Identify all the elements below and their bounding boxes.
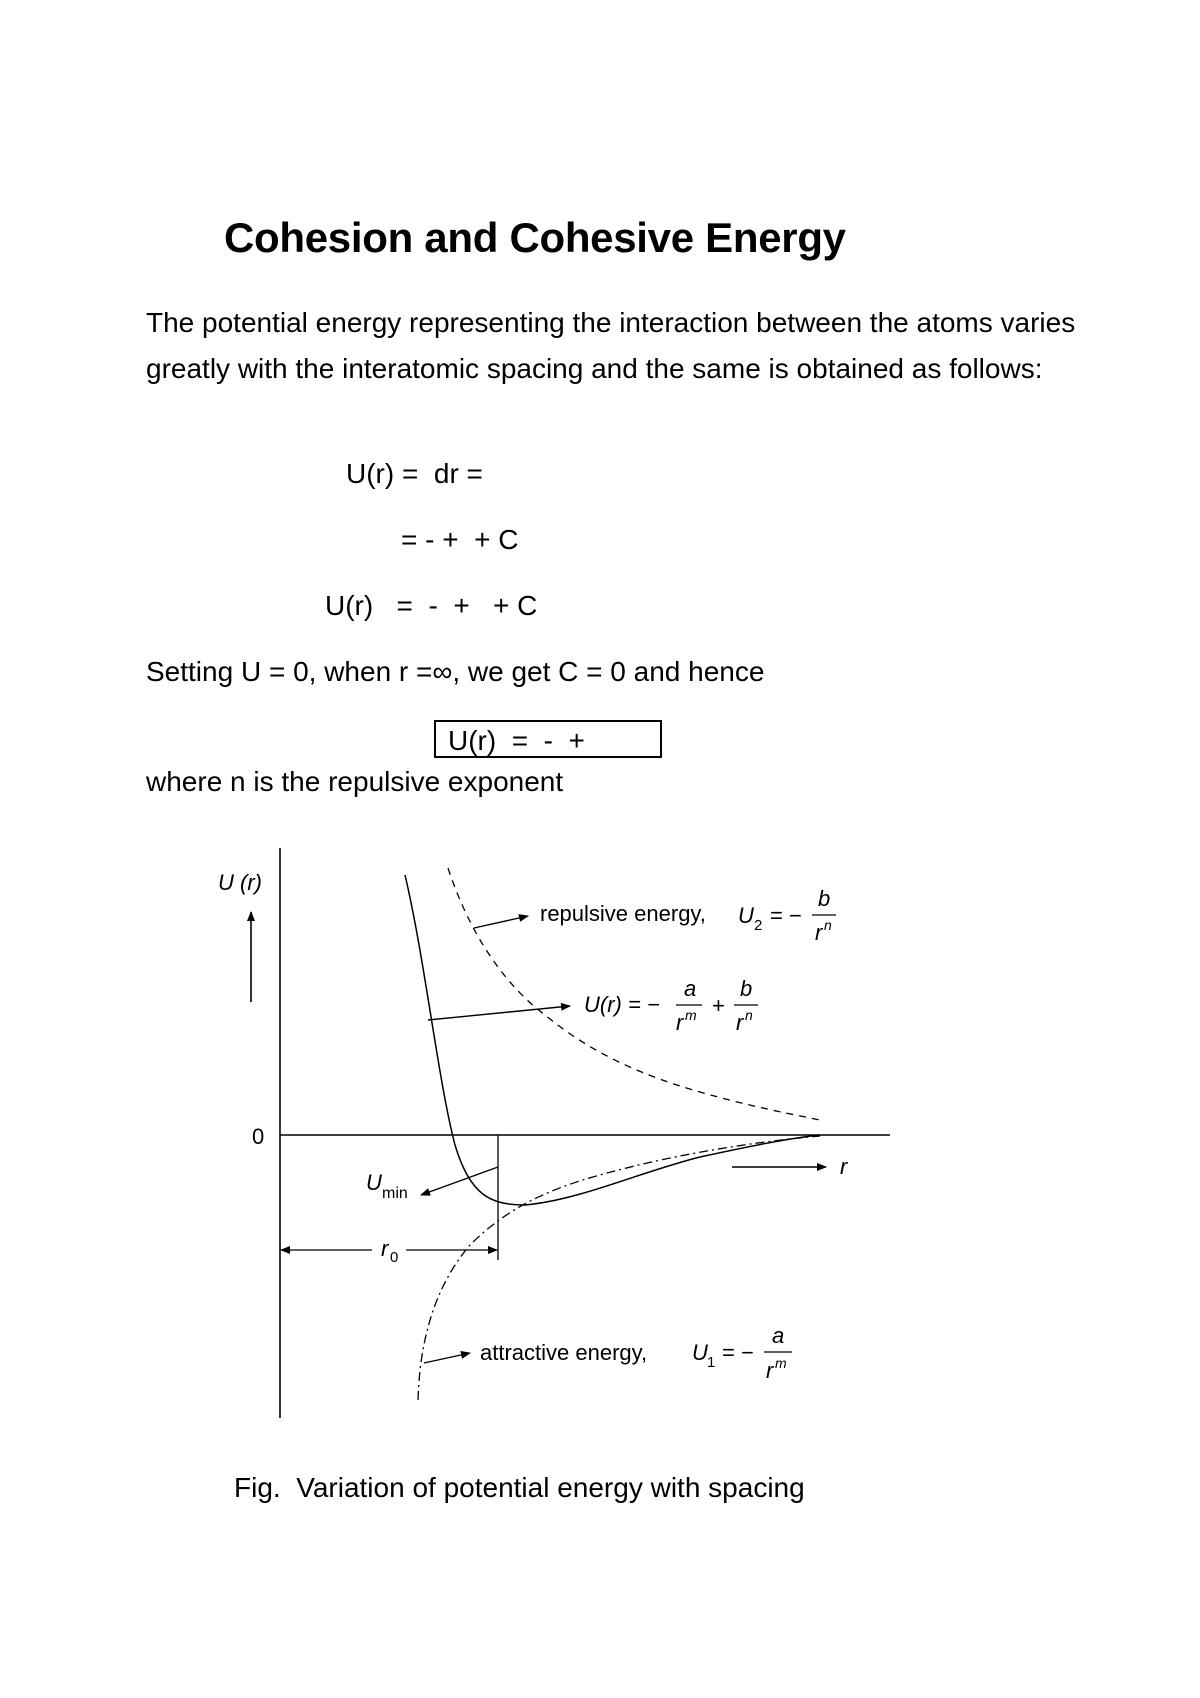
umin-leader-arrow: [421, 1167, 498, 1195]
boxed-equation: U(r) = - +: [434, 720, 662, 758]
y-axis-label: U (r): [218, 870, 262, 895]
attractive-leader-arrow: [424, 1353, 470, 1363]
repulsive-denominator: r: [815, 920, 823, 945]
attractive-denominator: r: [766, 1358, 774, 1383]
repulsive-eq-sub: 2: [754, 917, 763, 934]
setting-sentence: Setting U = 0, when r =∞, we get C = 0 and hence: [146, 656, 765, 687]
total-denominator-1-exp: m: [685, 1007, 697, 1023]
umin-subscript: min: [382, 1185, 408, 1202]
attractive-eq-sub: 1: [707, 1354, 716, 1371]
repulsive-denominator-exp: n: [824, 917, 832, 933]
equation-line-3: U(r) = - + + C: [325, 590, 538, 621]
intro-paragraph: The potential energy representing the interaction between the atoms varies greatly with the interatomic spacing and the same is obtained as follows:: [146, 307, 1076, 384]
total-numerator-b: b: [740, 976, 753, 1001]
page-title: Cohesion and Cohesive Energy: [224, 214, 846, 261]
figure-caption: Fig. Variation of potential energy with spacing: [234, 1472, 805, 1503]
attractive-numerator: a: [772, 1323, 785, 1348]
total-numerator-a: a: [684, 976, 697, 1001]
total-denominator-1: r: [676, 1010, 684, 1035]
equation-line-1: U(r) = dr =: [346, 458, 483, 489]
r0-label: r: [381, 1236, 389, 1261]
potential-energy-figure: [0, 840, 1200, 1440]
total-denominator-2-exp: n: [745, 1007, 753, 1023]
r0-subscript: 0: [390, 1249, 399, 1266]
repulsive-numerator: b: [818, 886, 831, 911]
repulsive-eq-lhs: U: [738, 903, 754, 928]
total-denominator-2: r: [736, 1010, 744, 1035]
attractive-energy-label: attractive energy,: [480, 1340, 648, 1365]
zero-label: 0: [252, 1124, 265, 1149]
attractive-denominator-exp: m: [775, 1355, 787, 1371]
equation-line-2: = - + + C: [401, 524, 519, 555]
repulsive-energy-label: repulsive energy,: [540, 901, 706, 926]
attractive-eq-lhs: U: [692, 1340, 708, 1365]
repulsive-leader-arrow: [474, 916, 528, 928]
total-plus: +: [712, 993, 725, 1018]
x-axis-label: r: [840, 1154, 848, 1179]
repulsive-exponent-note: where n is the repulsive exponent: [146, 766, 564, 797]
total-eq-lhs: U(r) = −: [584, 992, 660, 1017]
repulsive-eq-equals: = −: [770, 903, 802, 928]
attractive-eq-equals: = −: [722, 1340, 754, 1365]
umin-label: U: [366, 1170, 382, 1195]
